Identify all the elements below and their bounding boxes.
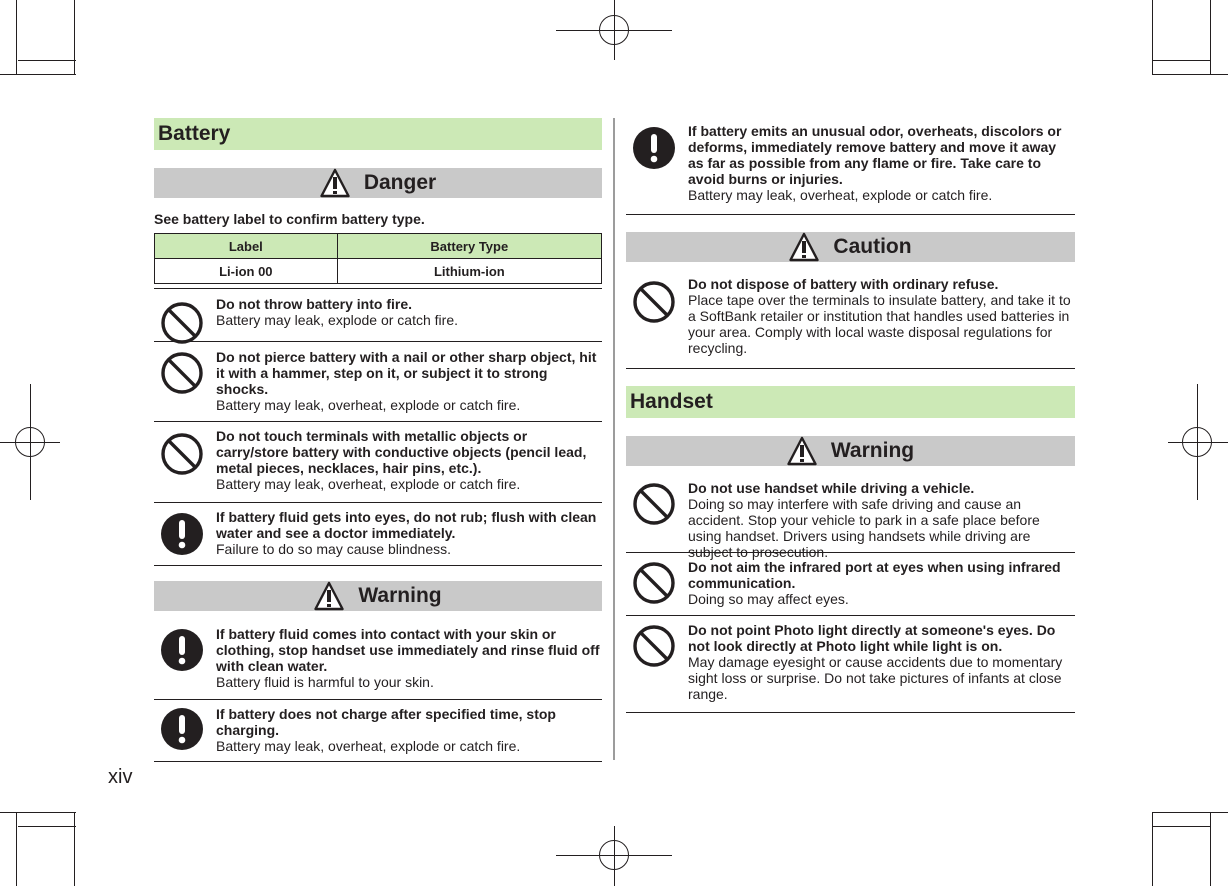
danger-item	[154, 422, 602, 503]
item-description: Battery may leak, explode or catch fire.	[216, 312, 458, 328]
mandatory-icon	[160, 628, 204, 672]
prohibition-icon	[632, 624, 676, 668]
table-row	[155, 259, 602, 284]
item-heading: If battery emits an unusual odor, overheats, discolors or deforms, immediately remove battery and move it away as far as possible from any flame or fire. Take care to avoid burns or injuries.	[688, 123, 1062, 187]
danger-label: Danger	[363, 171, 437, 194]
caution-label: Caution	[833, 235, 912, 258]
warning-item	[154, 618, 602, 700]
item-description: May damage eyesight or cause accidents due to momentary sight loss or surprise. Do not take pictures of infants at close range.	[688, 654, 1063, 702]
prohibition-icon	[160, 432, 204, 476]
alert-triangle-icon	[787, 436, 817, 466]
item-heading: Do not pierce battery with a nail or other sharp object, hit it with a hammer, step on it, or subject it to strong shocks.	[216, 349, 597, 397]
table-cell: Lithium-ion	[337, 259, 601, 284]
alert-triangle-icon	[320, 168, 350, 198]
alert-triangle-icon	[314, 581, 344, 611]
item-heading: Do not use handset while driving a vehicle.	[688, 480, 975, 496]
item-heading: Do not point Photo light directly at someone's eyes. Do not look directly at Photo light while light is on.	[688, 622, 1056, 654]
prohibition-icon	[632, 482, 676, 526]
item-heading: If battery does not charge after specified time, stop charging.	[216, 706, 556, 738]
item-description: Doing so may affect eyes.	[688, 591, 849, 607]
item-heading: Do not touch terminals with metallic objects or carry/store battery with conductive objects (pencil lead, metal pieces, necklaces, hair pins, etc.).	[216, 428, 587, 476]
caution-header	[626, 232, 1075, 262]
warning-header	[626, 436, 1075, 466]
table-cell: Li-ion 00	[155, 259, 338, 284]
handset-section-header: Handset	[626, 386, 1075, 418]
mandatory-icon	[160, 512, 204, 556]
warning-item	[154, 700, 602, 762]
item-description: Doing so may interfere with safe driving and cause an accident. Stop your vehicle to park in a safe place before using handset. Drivers using handsets while driving are subject to prosecution.	[688, 496, 1040, 560]
mandatory-icon	[160, 707, 204, 751]
item-description: Battery may leak, overheat, explode or catch fire.	[216, 476, 521, 492]
item-heading: If battery fluid gets into eyes, do not rub; flush with clean water and see a doctor immediately.	[216, 509, 597, 541]
battery-type-intro: See battery label to confirm battery type.	[154, 211, 425, 227]
page-number: xiv	[108, 766, 133, 788]
warning-label: Warning	[830, 439, 915, 462]
danger-item	[154, 503, 602, 566]
prohibition-icon	[160, 301, 204, 345]
warning-item	[626, 473, 1075, 560]
warning-label: Warning	[358, 584, 442, 607]
table-header-row	[155, 234, 602, 259]
prohibition-icon	[632, 280, 676, 324]
table-header-cell: Battery Type	[337, 234, 601, 259]
danger-header	[154, 168, 602, 198]
item-heading: If battery fluid comes into contact with your skin or clothing, stop handset use immediately and rinse fluid off with clean water.	[216, 626, 600, 674]
table-header-cell: Label	[155, 234, 338, 259]
item-description: Place tape over the terminals to insulate battery, and take it to a SoftBank retailer or institution that handles used batteries in your area. Comply with local waste disposal regulations for recycling.	[688, 292, 1071, 356]
warning-header	[154, 581, 602, 611]
item-heading: Do not aim the infrared port at eyes when using infrared communication.	[688, 559, 1061, 591]
danger-item	[154, 288, 602, 342]
item-heading: Do not throw battery into fire.	[216, 296, 412, 312]
item-description: Battery may leak, overheat, explode or catch fire.	[216, 397, 521, 413]
prohibition-icon	[632, 561, 676, 605]
item-heading: Do not dispose of battery with ordinary refuse.	[688, 276, 999, 292]
caution-item	[626, 270, 1075, 369]
prohibition-icon	[160, 351, 204, 395]
item-description: Battery may leak, overheat, explode or catch fire.	[688, 187, 993, 203]
alert-triangle-icon	[789, 232, 819, 262]
item-description: Battery fluid is harmful to your skin.	[216, 674, 434, 690]
battery-section-header: Battery	[154, 118, 602, 150]
warning-item	[626, 553, 1075, 616]
mandatory-icon	[632, 126, 676, 170]
battery-type-table	[154, 233, 602, 284]
danger-item	[154, 341, 602, 422]
column-divider	[613, 118, 615, 760]
item-description: Battery may leak, overheat, explode or catch fire.	[216, 738, 521, 754]
warning-item	[626, 118, 1075, 215]
item-description: Failure to do so may cause blindness.	[216, 541, 452, 557]
warning-item	[626, 616, 1075, 713]
